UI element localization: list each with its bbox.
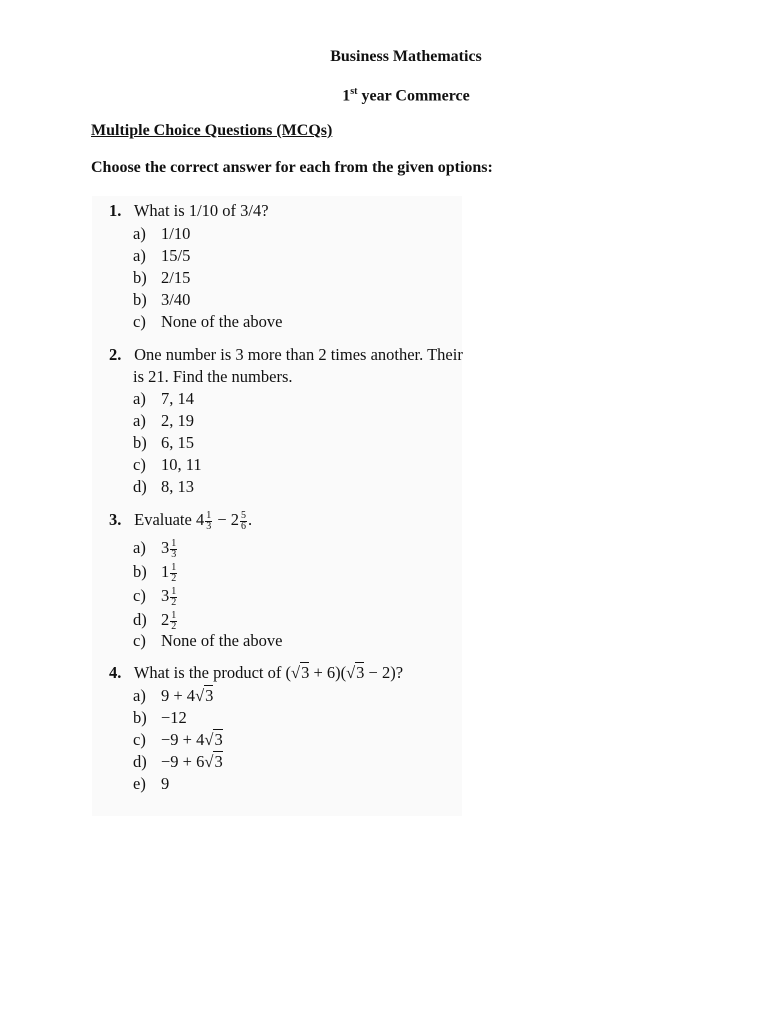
option (133, 586, 178, 608)
option (133, 433, 194, 453)
fraction (170, 587, 177, 608)
question-1 (109, 201, 269, 221)
option-letter: c) (133, 730, 146, 749)
option-letter: b) (133, 290, 147, 309)
option-letter: b) (133, 268, 147, 287)
whole-part: 3 (161, 538, 170, 557)
year-suffix: st (350, 86, 358, 97)
question-text: Evaluate (134, 510, 192, 529)
option-text: 1/10 (161, 224, 191, 243)
option-letter: a) (133, 411, 146, 430)
option-letter: c) (133, 586, 146, 605)
denominator: 2 (171, 572, 177, 584)
option-text: −12 (161, 708, 187, 727)
square-root: √3 (204, 752, 223, 771)
option-letter: a) (133, 246, 146, 265)
question-text: One number is 3 more than 2 times another. Their (134, 345, 463, 364)
option-letter: c) (133, 455, 146, 474)
option-text: 6, 15 (161, 433, 194, 452)
option-text: 2/15 (161, 268, 191, 287)
numerator: 1 (171, 609, 177, 621)
option (133, 631, 282, 651)
fraction (170, 563, 177, 584)
section-heading: Multiple Choice Questions (MCQs) (91, 122, 333, 139)
question-text: What is 1/10 of 3/4? (133, 201, 269, 220)
numerator: 1 (171, 561, 177, 573)
option-letter: d) (133, 610, 147, 629)
option-letter: b) (133, 708, 147, 727)
option-letter: c) (133, 312, 146, 331)
square-root: √3 (195, 686, 214, 705)
whole-part: 3 (161, 586, 170, 605)
document-title: Business Mathematics (330, 48, 482, 65)
mixed-number (230, 509, 248, 532)
square-root: √3 (204, 730, 223, 749)
question-3 (109, 510, 252, 532)
radicand: 3 (214, 752, 223, 771)
square-root: √3 (291, 663, 310, 682)
option-text: 2, 19 (161, 411, 194, 430)
year-number: 1 (342, 87, 351, 105)
option (133, 686, 213, 706)
fraction (205, 511, 212, 532)
option (133, 730, 223, 750)
option-text: None of the above (161, 312, 283, 331)
option (133, 708, 187, 728)
option-letter: d) (133, 752, 147, 771)
question-number: 3. (109, 510, 122, 529)
option-text: 15/5 (161, 246, 191, 265)
question-text-continued: is 21. Find the numbers. (133, 367, 293, 386)
option (133, 290, 190, 310)
question-4 (109, 663, 403, 683)
option-text: 10, 11 (161, 455, 202, 474)
option-letter: d) (133, 477, 147, 496)
square-root: √3 (346, 663, 365, 682)
option-text: 9 (161, 774, 170, 793)
option-text: 8, 13 (161, 477, 194, 496)
numerator: 5 (241, 509, 247, 521)
option-text: 3/40 (161, 290, 191, 309)
radicand: 3 (214, 730, 223, 749)
option-letter: b) (133, 562, 147, 581)
subtitle-rest: year Commerce (361, 87, 470, 105)
option-letter: a) (133, 224, 146, 243)
whole-part: 4 (195, 510, 205, 529)
option (133, 455, 202, 475)
option (133, 774, 169, 794)
denominator: 2 (171, 596, 177, 608)
radicand: 3 (356, 663, 365, 682)
option-letter: e) (133, 774, 146, 793)
denominator: 6 (241, 520, 247, 532)
question-number: 1. (109, 201, 122, 220)
question-2 (109, 345, 463, 365)
denominator: 3 (171, 548, 177, 560)
mixed-number (195, 509, 213, 532)
numerator: 1 (171, 537, 177, 549)
radicand: 3 (205, 686, 214, 705)
option-letter: a) (133, 686, 146, 705)
option-text: None of the above (161, 631, 283, 650)
question-number: 4. (109, 663, 122, 682)
document-subtitle (0, 86, 768, 105)
option-text: 9 + 4 (161, 686, 196, 705)
whole-part: 2 (230, 510, 240, 529)
denominator: 3 (206, 520, 212, 532)
numerator: 1 (206, 509, 212, 521)
option (133, 246, 190, 266)
option (133, 477, 194, 497)
question-text-mid: + 6)( (309, 663, 347, 682)
option-text: −9 + 6 (161, 752, 205, 771)
option (133, 389, 194, 409)
option (133, 224, 190, 244)
option-letter: a) (133, 389, 146, 408)
option (133, 752, 223, 772)
whole-part: 1 (161, 562, 170, 581)
operator: − (217, 510, 227, 529)
question-number: 2. (109, 345, 122, 364)
instructions: Choose the correct answer for each from the given options: (91, 159, 493, 176)
fraction (240, 511, 247, 532)
whole-part: 2 (161, 610, 170, 629)
punctuation: . (248, 510, 253, 529)
option (133, 538, 178, 560)
option (133, 312, 282, 332)
option-letter: c) (133, 631, 146, 650)
option (133, 268, 190, 288)
option-text: 7, 14 (161, 389, 194, 408)
fraction (170, 539, 177, 560)
option (133, 562, 178, 584)
option (133, 610, 178, 632)
numerator: 1 (171, 585, 177, 597)
option (133, 411, 194, 431)
option-letter: a) (133, 538, 146, 557)
question-text: What is the product of ( (133, 663, 291, 682)
denominator: 2 (171, 620, 177, 632)
question-text-end: − 2)? (364, 663, 404, 682)
radicand: 3 (301, 663, 310, 682)
option-text: −9 + 4 (161, 730, 205, 749)
option-letter: b) (133, 433, 147, 452)
fraction (170, 611, 177, 632)
